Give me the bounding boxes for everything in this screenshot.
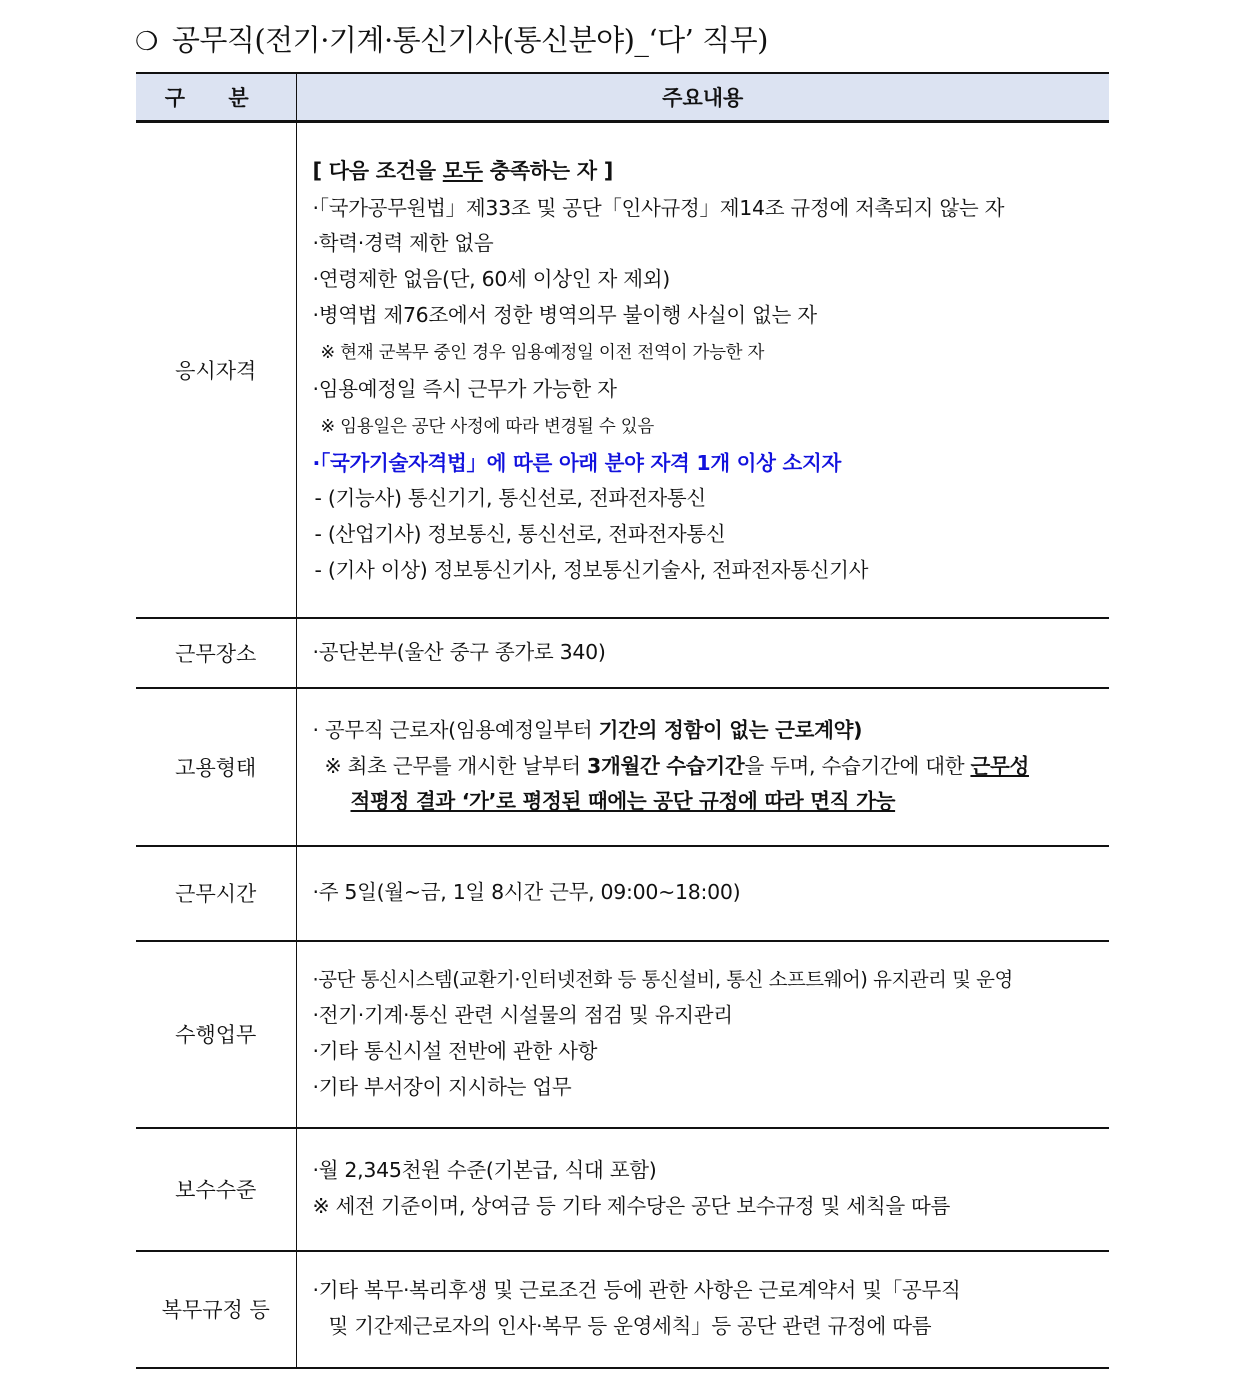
recruitment-table: [136, 72, 1109, 1369]
table-row-employment: [136, 688, 1109, 846]
rules-line: 및 기간제근로자의 인사·복무 등 운영세칙」등 공단 관련 규정에 따름: [328, 1314, 932, 1338]
circle-bullet-icon: ❍: [135, 27, 158, 57]
qualification-line: ·병역법 제76조에서 정한 병역의무 불이행 사실이 없는 자: [312, 303, 817, 328]
hours-content: [296, 846, 1109, 941]
employment-line: · 공무직 근로자(임용예정일부터 기간의 정함이 없는 근로계약): [312, 717, 863, 742]
location-content: [296, 618, 1109, 688]
qualification-line: ·임용예정일 즉시 근무가 가능한 자: [312, 376, 617, 401]
salary-label: 보수수준: [136, 1128, 296, 1251]
salary-content: [296, 1128, 1109, 1251]
license-item: - (기능사) 통신기기, 통신선로, 전파전자통신: [314, 486, 706, 511]
qualification-line: ·「국가공무원법」제33조 및 공단「인사규정」제14조 규정에 저촉되지 않는 자: [312, 195, 1005, 220]
salary-note: ※ 세전 기준이며, 상여금 등 기타 제수당은 공단 보수규정 및 세칙을 따름: [312, 1194, 951, 1218]
license-item: - (기사 이상) 정보통신기사, 정보통신기술사, 전파전자통신기사: [314, 558, 869, 583]
table-row-qualification: [136, 122, 1109, 618]
hours-line: ·주 5일(월~금, 1일 8시간 근무, 09:00~18:00): [312, 880, 741, 905]
location-line: ·공단본부(울산 중구 종가로 340): [312, 639, 606, 664]
rules-content: [296, 1251, 1109, 1368]
table-row-salary: [136, 1128, 1109, 1251]
duties-line: ·전기·기계·통신 관련 시설물의 점검 및 유지관리: [312, 1003, 733, 1028]
duties-label: 수행업무: [136, 941, 296, 1128]
salary-line: ·월 2,345천원 수준(기본급, 식대 포함): [312, 1158, 657, 1183]
hours-label: 근무시간: [136, 846, 296, 941]
qualification-note: ※ 임용일은 공단 사정에 따라 변경될 수 있음: [320, 416, 654, 437]
license-item: - (산업기사) 정보통신, 통신선로, 전파전자통신: [314, 522, 726, 547]
qualification-content: [296, 122, 1109, 618]
rules-line: ·기타 복무·복리후생 및 근로조건 등에 관한 사항은 근로계약서 및「공무직: [312, 1278, 961, 1303]
table-row-rules: [136, 1251, 1109, 1368]
location-label: 근무장소: [136, 618, 296, 688]
qualification-line: ·연령제한 없음(단, 60세 이상인 자 제외): [312, 267, 670, 292]
table-header-row: [136, 73, 1109, 122]
rules-label: 복무규정 등: [136, 1251, 296, 1368]
header-category: 구 분: [136, 73, 296, 122]
duties-line: ·기타 부서장이 지시하는 업무: [312, 1074, 572, 1099]
qualification-line: ·학력·경력 제한 없음: [312, 231, 494, 256]
table-row-duties: [136, 941, 1109, 1128]
employment-note-cont: 적평정 결과 ‘가’로 평정된 때에는 공단 규정에 따라 면직 가능: [350, 789, 896, 814]
employment-label: 고용형태: [136, 688, 296, 846]
employment-content: [296, 688, 1109, 846]
qualification-label: 응시자격: [136, 122, 296, 618]
title-text: 공무직(전기·기계·통신기사(통신분야)_‘다’ 직무): [171, 23, 768, 57]
table-row-hours: [136, 846, 1109, 941]
table-row-location: [136, 618, 1109, 688]
qualification-license-line: ·「국가기술자격법」에 따른 아래 분야 자격 1개 이상 소지자: [312, 450, 842, 475]
duties-content: [296, 941, 1109, 1128]
page-title: [135, 18, 768, 59]
qualification-heading: [ 다음 조건을 모두 충족하는 자 ]: [312, 158, 614, 183]
duties-line: ·공단 통신시스템(교환기·인터넷전화 등 통신설비, 통신 소프트웨어) 유지관리 및 운영: [312, 968, 1013, 992]
qualification-note: ※ 현재 군복무 중인 경우 임용예정일 이전 전역이 가능한 자: [320, 342, 765, 363]
duties-line: ·기타 통신시설 전반에 관한 사항: [312, 1039, 598, 1063]
employment-note: ※ 최초 근무를 개시한 날부터 3개월간 수습기간을 두며, 수습기간에 대한 근무성: [324, 753, 1029, 778]
header-content: 주요내용: [296, 73, 1109, 122]
